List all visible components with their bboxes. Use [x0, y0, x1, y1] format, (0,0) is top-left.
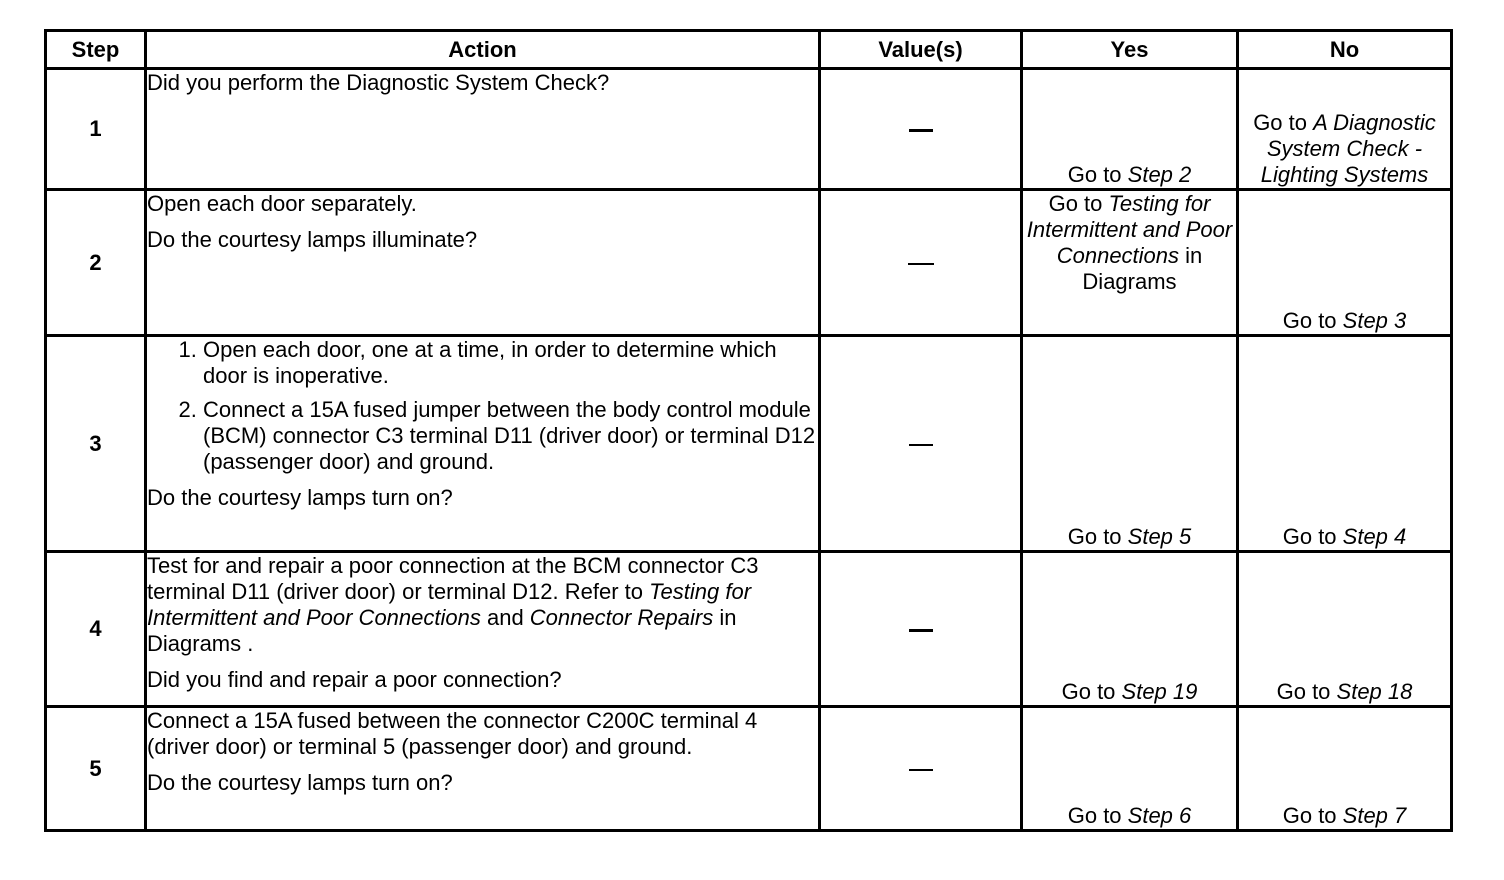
- no-target: Step 4: [1342, 524, 1407, 549]
- header-step: Step: [46, 31, 146, 69]
- header-no: No: [1238, 31, 1452, 69]
- yes-target: Step 6: [1127, 803, 1192, 828]
- step-number: 5: [46, 707, 146, 831]
- action-cell: [146, 190, 820, 336]
- action-question: Do the courtesy lamps illuminate?: [147, 227, 478, 252]
- no-cell: [1238, 707, 1452, 831]
- step-number: 4: [46, 552, 146, 707]
- value-dash: [908, 263, 934, 265]
- no-target: Step 7: [1342, 803, 1407, 828]
- action-step-item: 2. Connect a 15A fused jumper between the body control module (BCM) connector C3 terminal D11 (driver door) or terminal D12 (passenger door) and ground.: [203, 397, 818, 475]
- action-cell: [146, 707, 820, 831]
- value-dash: [909, 129, 933, 132]
- table-row: [46, 707, 1452, 831]
- diagnostic-table: [44, 29, 1453, 832]
- instruction-reference: Connector Repairs: [529, 605, 714, 630]
- value-cell: [820, 552, 1022, 707]
- yes-target: Step 5: [1127, 524, 1192, 549]
- no-target: Step 3: [1342, 308, 1407, 333]
- no-prefix: Go to: [1282, 803, 1343, 828]
- yes-prefix: Go to: [1067, 803, 1128, 828]
- yes-prefix: Go to: [1048, 191, 1109, 216]
- yes-prefix: Go to: [1061, 679, 1122, 704]
- yes-cell: [1022, 707, 1238, 831]
- table-header-row: [46, 31, 1452, 69]
- table-row: [46, 336, 1452, 552]
- action-instruction: Connect a 15A fused between the connector C200C terminal 4 (driver door) or terminal 5 (passenger door) and ground.: [147, 708, 758, 759]
- value-cell: [820, 707, 1022, 831]
- instruction-reference: Testing for Intermittent and Poor Connections: [147, 579, 752, 630]
- step-number: 2: [46, 190, 146, 336]
- no-cell: [1238, 552, 1452, 707]
- value-dash: [909, 629, 933, 632]
- yes-cell: [1022, 190, 1238, 336]
- yes-cell: [1022, 336, 1238, 552]
- yes-cell: [1022, 69, 1238, 190]
- yes-suffix: in Diagrams: [1082, 243, 1203, 294]
- no-target: Step 18: [1336, 679, 1413, 704]
- action-question: Do the courtesy lamps turn on?: [147, 770, 453, 795]
- no-cell: [1238, 190, 1452, 336]
- action-question: Did you perform the Diagnostic System Check?: [147, 70, 610, 95]
- no-cell: [1238, 69, 1452, 190]
- action-question: Did you find and repair a poor connection?: [147, 667, 562, 692]
- table-row: [46, 190, 1452, 336]
- no-prefix: Go to: [1282, 524, 1343, 549]
- action-cell: [146, 69, 820, 190]
- yes-target: Step 2: [1127, 162, 1192, 187]
- yes-target: Testing for Intermittent and Poor Connections: [1026, 191, 1233, 268]
- step-number: 3: [46, 336, 146, 552]
- action-steps-list: [147, 337, 818, 475]
- no-target: A Diagnostic System Check - Lighting Systems: [1260, 110, 1436, 187]
- value-cell: [820, 336, 1022, 552]
- instruction-text: Test for and repair a poor connection at the BCM connector C3 terminal D11 (driver door) or terminal D12. Refer to: [147, 553, 759, 604]
- value-cell: [820, 69, 1022, 190]
- yes-prefix: Go to: [1067, 162, 1128, 187]
- step-number: 1: [46, 69, 146, 190]
- header-action: Action: [146, 31, 820, 69]
- yes-target: Step 19: [1121, 679, 1198, 704]
- no-cell: [1238, 336, 1452, 552]
- action-cell: [146, 336, 820, 552]
- no-prefix: Go to: [1282, 308, 1343, 333]
- value-cell: [820, 190, 1022, 336]
- table-row: [46, 552, 1452, 707]
- value-dash: [909, 444, 933, 446]
- yes-cell: [1022, 552, 1238, 707]
- value-dash: [909, 769, 933, 771]
- yes-prefix: Go to: [1067, 524, 1128, 549]
- action-cell: [146, 552, 820, 707]
- no-prefix: Go to: [1253, 110, 1314, 135]
- header-yes: Yes: [1022, 31, 1238, 69]
- no-prefix: Go to: [1276, 679, 1337, 704]
- header-values: Value(s): [820, 31, 1022, 69]
- action-step-item: 1. Open each door, one at a time, in order to determine which door is inoperative.: [203, 337, 818, 389]
- action-instruction: Open each door separately.: [147, 191, 417, 216]
- instruction-text: in Diagrams .: [147, 605, 737, 656]
- action-question: Do the courtesy lamps turn on?: [147, 485, 453, 510]
- instruction-text: and: [480, 605, 530, 630]
- action-instruction: [147, 553, 818, 657]
- table-row: [46, 69, 1452, 190]
